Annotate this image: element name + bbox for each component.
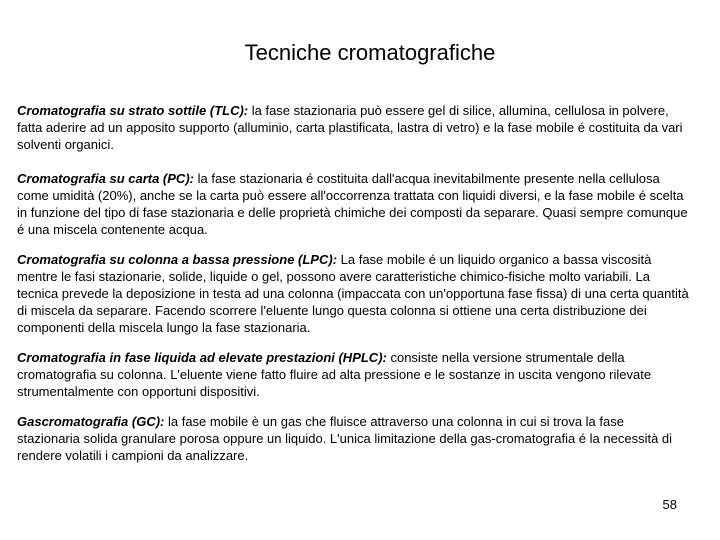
- paragraph-gc: [17, 413, 689, 464]
- description-lpc: La fase mobile é un liquido organico a bassa viscosità mentre le fasi stazionarie, solide, liquide o gel, possono avere caratteristiche chimico-fisiche molto variabili. La tecnica prevede la deposizione in testa ad una colonna (impaccata con un'opportuna fase fissa) di una certa quantità di miscela da separare. Facendo scorrere l'eluente lungo questa colonna si ottiene una certa distribuzione dei componenti della miscela lungo la fase stazionaria.: [17, 252, 689, 335]
- term-tlc: Cromatografia su strato sottile (TLC):: [17, 103, 249, 118]
- slide-title: Tecniche cromatografiche: [244, 40, 496, 65]
- paragraph-pc: [17, 170, 689, 238]
- description-pc: la fase stazionaria é costituita dall'acqua inevitabilmente presente nella cellulosa come umidità (20%), anche se la carta può essere all'occorrenza trattata con liquidi diversi, e la fase mobile é scelta in funzione del tipo di fase stazionaria e delle proprietà chimiche dei composti da separare. Quasi sempre comunque é una miscela contenente acqua.: [17, 171, 688, 237]
- slide-body: [17, 102, 689, 477]
- term-gc: Gascromatografia (GC):: [17, 414, 165, 429]
- paragraph-tlc: [17, 102, 689, 153]
- paragraph-hplc: [17, 349, 689, 400]
- description-hplc: consiste nella versione strumentale della cromatografia su colonna. L'eluente viene fatto fluire ad alta pressione e le sostanze in uscita vengono rilevate strumentalmente con opportuni dispositivi.: [17, 350, 652, 399]
- description-tlc: la fase stazionaria può essere gel di silice, allumina, cellulosa in polvere, fatta aderire ad un apposito supporto (alluminio, carta plastificata, lastra di vetro) e la fase mobile é costituita da vari solventi organici.: [17, 103, 683, 152]
- term-hplc: Cromatografia in fase liquida ad elevate prestazioni (HPLC):: [17, 350, 387, 365]
- paragraph-lpc: [17, 251, 689, 336]
- term-pc: Cromatografia su carta (PC):: [17, 171, 194, 186]
- description-gc: la fase mobile è un gas che fluisce attraverso una colonna in cui si trova la fase stazionaria solida granulare porosa oppure un liquido. L'unica limitazione della gas-cromatografia é la necessità di rendere volatili i campioni da analizzare.: [17, 414, 673, 463]
- term-lpc: Cromatografia su colonna a bassa pressione (LPC):: [17, 252, 338, 267]
- page-number: 58: [662, 497, 677, 512]
